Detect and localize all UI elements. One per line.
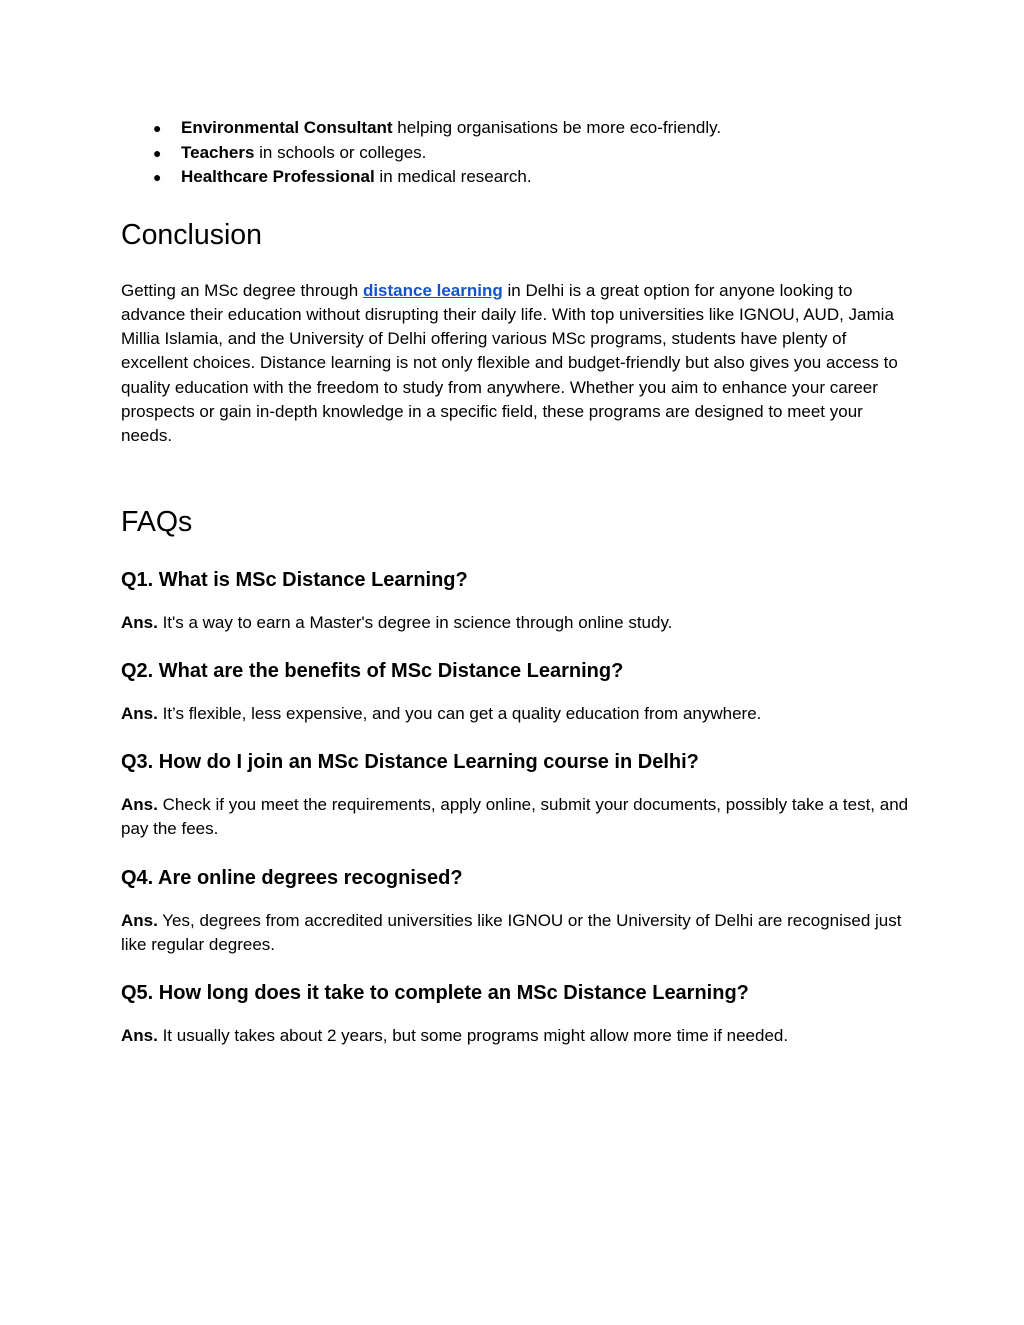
answer-text: It usually takes about 2 years, but some programs might allow more time if needed. bbox=[157, 1026, 789, 1046]
bullet-dot-icon: ● bbox=[153, 144, 162, 161]
answer-text: Check if you meet the requirements, apply online, submit your documents, possibly take a test, and pay the fees. bbox=[121, 795, 909, 839]
faq-answer bbox=[121, 611, 911, 635]
faq-answer bbox=[121, 793, 911, 842]
faq-item bbox=[121, 979, 911, 1048]
faq-answer bbox=[121, 702, 911, 726]
bullet-item-bold: Environmental Consultant bbox=[181, 118, 393, 137]
bullet-item-text: in medical research. bbox=[374, 167, 532, 186]
answer-text: It's a way to earn a Master's degree in science through online study. bbox=[157, 612, 673, 632]
faq-item bbox=[121, 864, 911, 958]
faq-question: Q5. How long does it take to complete an MSc Distance Learning? bbox=[121, 982, 749, 1005]
answer-label: Ans. bbox=[121, 795, 158, 815]
bullet-item bbox=[121, 116, 911, 141]
bullet-item bbox=[121, 165, 911, 190]
answer-label: Ans. bbox=[121, 612, 158, 632]
bullet-item-bold: Healthcare Professional bbox=[181, 167, 375, 186]
conclusion-text-start: Getting an MSc degree through bbox=[121, 280, 363, 300]
faq-item bbox=[121, 657, 911, 726]
answer-label: Ans. bbox=[121, 703, 158, 723]
answer-text: Yes, degrees from accredited universities like IGNOU or the University of Delhi are recognised just like regular degrees. bbox=[121, 910, 902, 955]
answer-label: Ans. bbox=[121, 1026, 158, 1046]
bullet-item-text: in schools or colleges. bbox=[254, 142, 427, 162]
bullet-item-text: helping organisations be more eco-friendly. bbox=[392, 118, 722, 137]
bullet-item bbox=[121, 141, 911, 166]
faq-question: Q1. What is MSc Distance Learning? bbox=[121, 568, 468, 591]
faq-question: Q2. What are the benefits of MSc Distance Learning? bbox=[121, 659, 624, 682]
bullet-dot-icon: ● bbox=[153, 169, 162, 185]
faq-item bbox=[121, 748, 911, 842]
document-page bbox=[121, 116, 911, 1049]
faqs-heading: FAQs bbox=[121, 505, 193, 538]
conclusion-text-end: in Delhi is a great option for anyone looking to advance their education without disrupting their daily life. With top universities like IGNOU, AUD, Jamia Millia Islamia, and the University of Delhi offering various MSc programs, students have plenty of excellent choices. Distance learning is not only flexible and budget-friendly but also gives you access to quality education with the freedom to study from anywhere. Whether you aim to enhance your career prospects or gain in-depth knowledge in a specific field, these programs are designed to meet your needs. bbox=[121, 280, 898, 446]
conclusion-heading: Conclusion bbox=[121, 218, 262, 251]
faq-answer bbox=[121, 1024, 911, 1048]
faq-item bbox=[121, 566, 911, 635]
faq-answer bbox=[121, 909, 911, 958]
career-bullet-list bbox=[121, 116, 911, 190]
answer-text: It’s flexible, less expensive, and you can get a quality education from anywhere. bbox=[157, 703, 762, 723]
bullet-item-bold: Teachers bbox=[181, 142, 255, 162]
conclusion-paragraph bbox=[121, 279, 911, 449]
faq-question: Q3. How do I join an MSc Distance Learning course in Delhi? bbox=[121, 751, 699, 774]
answer-label: Ans. bbox=[121, 910, 158, 930]
bullet-dot-icon: ● bbox=[153, 120, 162, 136]
faq-question: Q4. Are online degrees recognised? bbox=[121, 866, 463, 889]
distance-learning-link[interactable]: distance learning bbox=[362, 280, 503, 300]
